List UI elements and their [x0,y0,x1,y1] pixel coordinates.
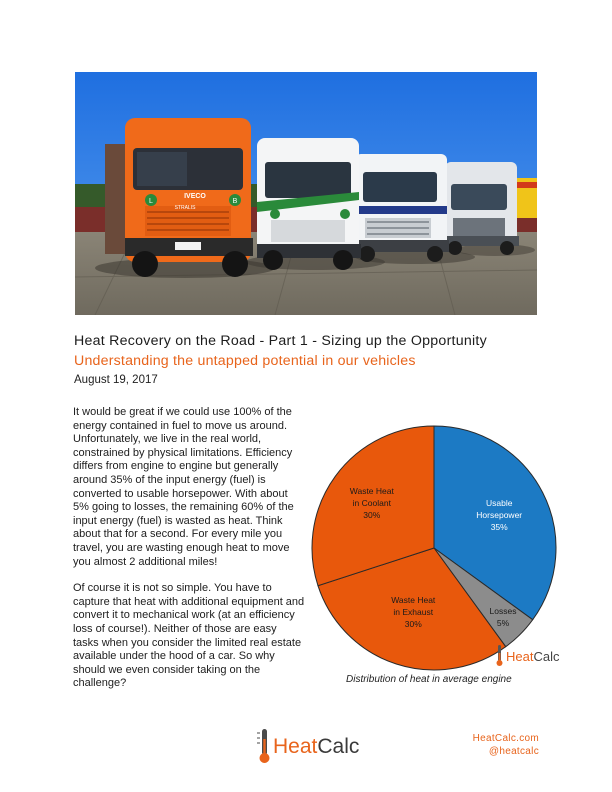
slice-label: 5% [496,618,510,629]
slice-label: Losses [489,606,517,617]
article-body [73,406,305,704]
svg-text:HeatCalc [273,735,359,758]
truck-1 [105,118,253,277]
truck-2 [257,138,361,270]
logo-calc: Calc [317,735,360,758]
article-title: Heat Recovery on the Road - Part 1 - Sizing up the Opportunity [74,333,487,349]
chart-caption: Distribution of heat in average engine [346,674,512,685]
slice-label: 35% [490,521,508,532]
truck-model-stralis: STRALIS [174,205,196,211]
footer-logo [255,727,365,767]
article-date: August 19, 2017 [74,374,158,386]
logo-heat: Heat [273,735,318,758]
thermometer-icon [257,729,270,763]
truck-badge-l: L [149,198,153,205]
article-subtitle: Understanding the untapped potential in our vehicles [74,353,416,369]
svg-text:HeatCalc [506,649,560,664]
truck-3 [355,154,449,262]
truck-4 [445,162,519,255]
truck-brand-iveco: IVECO [184,193,206,200]
hero-image [75,72,537,315]
chart-watermark [497,645,560,666]
truck-badge-b: B [232,198,238,205]
slice-label: Waste Heat [391,594,436,605]
watermark-heat: Heat [506,649,534,664]
slice-label: in Coolant [352,497,391,508]
watermark-calc: Calc [533,649,560,664]
slice-label: in Exhaust [393,606,434,617]
slice-label: Horsepower [476,509,523,520]
paragraph: It would be great if we could use 100% of the energy contained in fuel to move us around. Unfortunately, we live in the real world, constrained by physical limitations. Efficiency differs from engine to engine but generally around 35% of the input energy (fuel) is converted to usable horsepower. With about 5% going to losses, the remaining 60% of the input energy (fuel) is wasted as heat. Think about that for a second. For every mile you travel, you are wasting enough heat to move you almost 2 additional miles! [73,406,294,568]
paragraph: Of course it is not so simple. You have to capture that heat with additional equipment and convert it to mechanical work (at an efficiency loss of course!). Neither of those are easy tasks when you consider the limited real estate available under the hood of a car. So why should we even consider taking on the challenge? [73,582,305,690]
social-handle-link[interactable]: @heatcalc [488,746,539,757]
slice-label: 30% [404,618,422,629]
footer-links [473,732,539,758]
slice-label: 30% [363,509,381,520]
slice-label: Waste Heat [349,485,394,496]
website-link[interactable]: HeatCalc.com [472,733,539,744]
pie-chart [306,408,566,698]
slice-label: Usable [485,497,513,508]
